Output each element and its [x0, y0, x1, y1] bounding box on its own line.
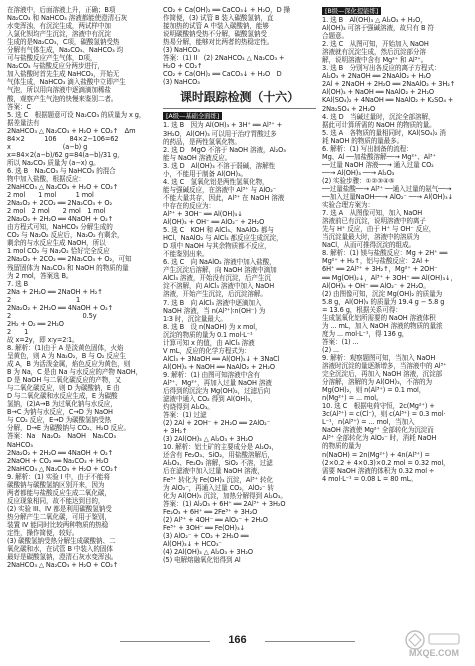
section-label-b: [B级—深化提能练]: [322, 7, 381, 15]
answer-line: (3) AlO₂⁻ + CO₂ + 2H₂O ══: [163, 531, 249, 540]
heading-divider: [163, 108, 316, 109]
answer-line: B→C 为钠与水反应，C→D 为 NaOH: [7, 408, 113, 417]
answer-line: Al₂O₃、Fe₂O₃ 溶解，SiO₂ 不溶，过滤: [163, 459, 273, 468]
answer-line: n(NaOH) = 2n(Mg²⁺) + 4n(Al³⁺) =: [322, 450, 430, 459]
answer-line: 的物质的量为: [322, 442, 361, 451]
answer-line: 2Na₂O₂ + 2CO₂ ══ 2Na₂CO₃ + O₂，可知: [7, 255, 132, 264]
answer-line: (3) 2Al(OH)₃ △ Al₂O₃ + 3H₂O: [163, 435, 253, 444]
answer-line: 与二氧化碳反应，则 D 为碳酸钠，E 由: [7, 384, 120, 393]
answer-line: (5) 电解熔融氧化铝得到 Al: [163, 556, 241, 564]
answer-line: Na₂CO₃ 与盐酸反应分两步进行，: [7, 62, 104, 71]
answer-line: 答案：(1) Al₂O₃ + 6H⁺ ══ 2Al³⁺ + 3H₂O: [163, 499, 286, 508]
answer-line: 呈黄色，则 A 为 Na₂O₂，B 与 O₂ 反应生: [7, 352, 126, 361]
answer-line: HCl、NaAlO₂ 与 AlCl₃ 都反应生成沉淀，: [163, 234, 283, 243]
answer-line: 氢钠，(2)A→B 为过氧化钠与水反应，: [7, 400, 117, 409]
answer-line: 加入盐酸时首先生成 NaHCO₃，开始无: [7, 70, 120, 79]
answer-line: 灼烧得到 Al₂O₃。: [163, 403, 214, 412]
answer-line: 10. 选 C 根据电荷守恒，2c(Mg²⁺) +: [322, 402, 435, 411]
answer-line: 不能鉴别出来。: [163, 250, 209, 259]
answer-line: (3) 碳酸氢钠受热分解生成碳酸钠、二: [7, 537, 116, 546]
answer-line: 气泡，所以用向溶液中逐滴滴加稀盐: [7, 86, 111, 95]
answer-line: 2. 选 D MgO 不溶于 NaOH 溶液，Al₂O₃: [163, 145, 286, 154]
answer-line: 1. 选 B 因为 Al(OH)₃ + 3H⁺ ══ Al³⁺ +: [163, 121, 283, 130]
answer-line: D 是 NaOH 与二氧化碳反应的产物，又: [7, 376, 122, 385]
column-left: [7, 6, 157, 632]
answer-line: 4 mol·L⁻¹ = 0.08 L = 80 mL。: [322, 474, 417, 483]
answer-line: 7. 选 A 从图像可知，加入 NaOH: [322, 209, 423, 218]
answer-line: 残留固体为 Na₂CO₃ 和 NaOH 的物质的量: [7, 263, 129, 272]
answer-line: 淀不溶解，向 AlCl₃ 溶液中加入 NaOH: [163, 282, 275, 291]
answer-line: 3. 选 B 分别写出各反应的离子方程式：: [322, 64, 441, 73]
answer-line: 溶液，开始产生沉淀，后沉淀溶解。: [163, 290, 267, 299]
answer-line: 10. 解析：铝土矿的主要成分是 Al₂O₃，: [163, 443, 278, 452]
answer-line: 答案：(1) II (2) 2NaHCO₃ △ Na₂CO₃ +: [163, 54, 285, 63]
answer-line: AlCl₃ + 3NaOH ══ Al(OH)₃↓ + 3NaCl: [163, 354, 280, 363]
answer-line: 与 CO₂ 反应，E→D 为碳酸氢钠受热: [7, 416, 112, 425]
answer-line: 剩余的与水反应生成 NaOH，所以: [7, 239, 106, 248]
answer-line: 中存在的反应为：: [163, 201, 215, 210]
answer-line: 1∶3 时，沉淀量最大。: [163, 314, 227, 323]
answer-line: 分解，D→E 为碳酸钠与 CO₂、H₂O 反应。: [7, 424, 131, 433]
answer-line: 4. 选 C 氢氧化铝是两性氢氧化物，: [163, 177, 269, 186]
answer-line: 产生沉淀后溶解，向 NaOH 溶液中滴加: [163, 266, 277, 275]
answer-line: Fe³⁺ + 3OH⁻ ══ Fe(OH)₃↓: [163, 523, 245, 532]
answer-line: 8. 解析：(1) 镁与盐酸反应：Mg + 2H⁺ ══: [322, 249, 448, 258]
answer-line: 沉淀的物质的量为 0.1 mol·L⁻¹: [163, 330, 253, 339]
answer-line: 定性，操作简便，较好。: [7, 529, 79, 538]
answer-line: 还含有 Fe₂O₃、SiO₂，用盐酸溶解后，: [163, 451, 274, 460]
answer-line: 为 ... mL，加入 NaOH 溶液的物质的量浓: [322, 321, 443, 330]
watermark-text: MXQE.COM: [409, 648, 460, 658]
answer-line: 9. 解析：(1) 由图可知溶液中含有: [163, 370, 261, 379]
answer-line: Al³⁺ 全部转化为 AlO₂⁻ 时，消耗 NaOH: [322, 434, 437, 443]
answer-line: Al(OH)₃↓ + HCO₃⁻: [163, 539, 222, 548]
answer-line: 2H₂ + O₂ ══ 2H₂O: [7, 319, 64, 328]
answer-line: 答案：Na Na₂O₂ NaOH Na₂CO₃: [7, 432, 116, 441]
answer-line: (2) 2Al + 2OH⁻ + 2H₂O ══ 2AlO₂⁻: [163, 419, 271, 428]
answer-line: 6H⁺ ══ 2Al³⁺ + 3H₂↑，Mg²⁺ + 2OH⁻: [322, 265, 438, 274]
answer-line: Al³⁺ + 3OH⁻ ══ Al(OH)₃↓: [163, 209, 243, 218]
answer-line: 84×2 106 84×2−106=62: [7, 134, 119, 143]
answer-line: (2) 由图像可知，沉淀 Mg(OH)₂ 的质量为: [322, 289, 443, 298]
answer-line: 为 2 mol，答案选 B。: [7, 271, 73, 280]
answer-line: 9. 解析：(1) 实验 I 中，由于不能将: [7, 472, 110, 481]
answer-line: 度为 ... mol·L⁻¹，得 136 g，: [322, 329, 409, 338]
column-right-answers: [322, 16, 470, 483]
answer-line: 9. 解析：观察题图可知，当加入 NaOH: [322, 353, 436, 362]
answer-line: 小，不能用于制备 Al(OH)₃。: [163, 169, 248, 178]
answer-line: Al(OH)₃ + OH⁻ ══ AlO₂⁻ + 2H₂O: [163, 218, 265, 227]
answer-line: 2Na₂O₂ + 2H₂O ══ 4NaOH + O₂↑: [7, 303, 114, 312]
answer-line: CO₂ + Ca(OH)₂ ══ CaCO₃↓ + H₂O，D 操: [163, 6, 291, 14]
answer-line: 说明碳酸钠受热不分解，碳酸氢钠受: [163, 30, 267, 39]
answer-line: 酸，观察产生气泡的快慢来鉴别二者。: [7, 94, 118, 103]
answer-line: 碳酸钠与碳酸氢钠区别开来，因为: [7, 480, 105, 489]
answer-line: 分解有气体生成，Na₂CO₃、NaHCO₃ 均: [7, 46, 124, 55]
answer-line: 2Na₂O₂ + 2H₂O ══ 4NaOH + O₂↑: [7, 215, 114, 224]
answer-line: 合题意。: [322, 32, 348, 41]
answer-line: (2) Al³⁺ + 4OH⁻ ══ AlO₂⁻ + 2H₂O: [163, 515, 268, 524]
answer-line: 可与盐酸反应产生气体，D项，: [7, 54, 97, 63]
watermark-logo: [395, 628, 469, 662]
answer-line: NaCl，从而可推得沉淀的组成。: [322, 241, 415, 250]
answer-line: 4. 选 D 当碱过量时，沉淀全部溶解，: [322, 112, 435, 121]
answer-line: 在溶液中，后面溶液上升，正确；B项: [7, 6, 116, 14]
answer-line: 氧化碳和水，在试管 B 中装入的固体: [7, 545, 113, 554]
page-number: 166: [228, 634, 247, 646]
answer-line: 入氯化钡均产生沉淀，溶液中有沉淀: [7, 30, 111, 39]
answer-line: + 3H₂↑: [163, 427, 188, 436]
answer-line: 化为 Al(OH)₃ 沉淀，加热分解得到 Al₂O₃。: [163, 491, 287, 500]
answer-line: 最好是碳酸氢钠，澄清石灰水变浑浊。: [7, 553, 118, 562]
answer-line: 所以 Na₂CO₃ 质量为 (a−x) g。: [7, 158, 100, 167]
answer-line: Al³⁺、Mg²⁺，再加入过量 NaOH 溶液: [163, 378, 272, 387]
answer-line: D 项中 NaOH 与其余物质都不反应，: [163, 242, 271, 251]
answer-line: 作简便，(3) 试管 B 装入碳酸氢钠，直: [163, 14, 274, 23]
answer-line: 2NaOH + CO₂ ══ Na₂CO₃ + H₂O: [7, 456, 109, 465]
answer-line: 接加热的试管 A 中装入碳酸钠，能够: [163, 22, 269, 31]
answer-line: 2Al + 2NaOH + 2H₂O ══ 2NaAlO₂ + 3H₂↑: [322, 80, 456, 89]
section-label-a: [A级—基础全面练]: [163, 112, 222, 120]
answer-line: 反应现象相同，故不能达到目的，: [7, 496, 105, 505]
answer-line: 热易分解，能够对比两者的热稳定性。: [163, 38, 274, 47]
answer-line: L⁻¹，n(Al³⁺) = ... mol，当加入: [322, 418, 415, 427]
answer-line: ──加入过量NaOH──→ AlO₂⁻ ──→ Al(OH)₃↓: [322, 193, 453, 202]
answer-line: 能与 NaOH 溶液反应。: [163, 153, 232, 162]
answer-line: NaOH 溶液，当 n(Al³⁺)∶n(OH⁻) 为: [163, 306, 266, 315]
answer-line: 1 mol CO₂ 与 Na₂O₂ 恰好完全反应: [7, 247, 110, 256]
answer-line: 成 A，B 为活泼金属，焰色反应为黄色，则: [7, 360, 131, 369]
answer-line: 答案：(1) 过滤: [163, 411, 207, 420]
answer-line: ──过量 NaOH 溶液──→ 通入过量 CO₂: [322, 160, 434, 169]
answer-line: (2×0.2 + 4×0.3)×0.2 mol = 0.32 mol，: [322, 458, 450, 467]
lesson-heading: 课时跟踪检测（十六）: [179, 90, 299, 105]
answer-line: 5.8 g，Al(OH)₃ 的质量为 19.4 g − 5.8 g: [322, 297, 445, 306]
answer-line: 需要 NaOH 溶液的体积为 0.32 mol ÷: [322, 466, 435, 475]
answer-line: Fe³⁺ 转化为 Fe(OH)₃ 沉淀，Al³⁺ 转化: [163, 475, 273, 484]
answer-line: 5. 选 A 各物质的量相同时，KAl(SO₄)₂ 消: [322, 128, 446, 137]
answer-line: 完全沉淀后，再加入 NaOH 溶液，沉淀部: [322, 370, 443, 379]
answer-line: 2Na + 2H₂O ══ 2NaOH + H₂↑: [7, 287, 103, 296]
answer-line: 水变浑浊，有沉淀生成，两试样中加: [7, 22, 111, 31]
answer-line: NaHCO₃: [7, 440, 33, 449]
answer-line: 1. 选 B Al(OH)₃ △ Al₂O₃ + H₂O，: [322, 16, 427, 24]
answer-line: 2NaHCO₃ △ Na₂CO₃ + H₂O + CO₂↑: [7, 561, 119, 570]
column-middle-continuation: [163, 6, 316, 86]
answer-line: CO₂ + Ca(OH)₂ ══ CaCO₃↓ + H₂O D: [163, 70, 282, 79]
answer-line: 解，说明溶液中含有 Mg²⁺ 和 Al³⁺。: [322, 56, 428, 65]
answer-line: 8. 解析：(1)由于 A 是淡黄色固体，火焰: [7, 343, 124, 352]
answer-line: ──→ Al(OH)₃ ──→ Al₂O₃: [322, 168, 395, 177]
answer-line: 2 1: [7, 295, 81, 304]
answer-line: 由方程式可知，NaHCO₃ 分解生成的: [7, 223, 113, 232]
answer-line: 热分解产生二氧化碳，可用于鉴别，: [7, 512, 111, 521]
answer-line: 3H₂O，Al(OH)₃ 可以用于治疗胃酸过多: [163, 129, 277, 138]
answer-line: 3c(Al³⁺) = c(Cl⁻)，则 c(Al³⁺) = 0.3 mol·: [322, 410, 446, 419]
answer-line: 的药品，是两性氢氧化物。: [163, 137, 241, 146]
answer-line: (2) ...: [322, 345, 340, 354]
answer-line: (3) NaHCO₃: [163, 78, 200, 87]
answer-line: 当沉淀量最大时，溶液中的溶质为: [322, 233, 420, 242]
answer-line: 2NaHCO₃ △ Na₂CO₃ + H₂O + CO₂↑: [7, 183, 119, 192]
answer-line: 2Na₂O₂ + 2H₂O ══ 4NaOH + O₂↑: [7, 448, 114, 457]
answer-line: 2 mol 2 mol 2 mol 1 mol: [7, 207, 106, 216]
column-middle: [163, 6, 316, 632]
answer-line: (3) NaHCO₃: [163, 46, 200, 55]
answer-line: ──过量盐酸──→ Al³⁺ ──通入过量的氨气──→: [322, 184, 452, 193]
answer-line: 溶液前已有沉淀，说明溶液中的离子: [322, 217, 426, 226]
answer-line: 2. 选 C 从图可知，开始加入 NaOH: [322, 40, 429, 49]
answer-line: 5. 选 C KOH 和 AlCl₃、NaAlO₂ 都与: [163, 226, 274, 235]
answer-line: 故 x=2y，即 x∶y=2∶1。: [7, 335, 79, 344]
answer-line: (2) 实验步骤：①②③④⑤: [322, 176, 395, 185]
answer-line: 据差量法有: [7, 118, 40, 127]
answer-line: 生成的是Na₂CO₃，C项，碳酸氢钠受热: [7, 38, 120, 47]
answer-line: 分溶解，溶解的为 Al(OH)₃，不溶的为: [322, 378, 432, 387]
answer-line: Al(OH)₃ + NaOH ══ NaAlO₂ + 2H₂O: [322, 88, 435, 97]
answer-line: Mg、Al ──加盐酸溶解──→ Mg²⁺、Al³⁺: [322, 152, 436, 161]
answer-line: n(Mg²⁺) = ... mol。: [322, 394, 383, 403]
answer-line: 2NaHCO₃ △ Na₂CO₃ + H₂O + CO₂↑: [7, 464, 119, 473]
answer-line: 答案：(1) ...: [322, 337, 359, 346]
answer-line: 后在滤液中加入过量 NaOH 溶液，: [163, 467, 264, 476]
answer-line: KAl(SO₄)₂ + 4NaOH ══ NaAlO₂ + K₂SO₄ +: [322, 96, 454, 105]
answer-line: AlCl₃ 溶液，开始没有沉淀，后产生沉: [163, 274, 271, 283]
answer-line: 2Na₂SO₄ + 2H₂O: [322, 104, 376, 113]
answer-line: 为 AlO₂⁻，再通入过量 CO₂，AlO₂⁻ 转: [163, 483, 274, 492]
answer-line: 2NaHCO₃ △ Na₂CO₃ + H₂O + CO₂↑ Δm: [7, 126, 136, 135]
answer-line: 后得到的沉淀为 Mg(OH)₂，过滤后向: [163, 387, 271, 396]
answer-line: 6. 选 C 向 NaAlO₂ 溶液中加入盐酸，: [163, 258, 276, 267]
answer-line: Al(OH)₃ + OH⁻ ══ AlO₂⁻ + 2H₂O。: [322, 281, 430, 290]
answer-line: = 13.6 g，根据关系可得：: [322, 305, 402, 314]
answer-line: 能与强碱反应，在溶液中 Al³⁺ 与 AlO₂⁻: [163, 185, 277, 194]
answer-line: Mg(OH)₂，则 n(Al³⁺) = 0.1 mol，: [322, 386, 426, 395]
answer-line: 不能大量共存，因此，Al³⁺ 在 NaOH 溶液: [163, 193, 285, 202]
answer-line: 溶液时沉淀的量逐渐增多，当溶液中的 Al³⁺: [322, 362, 447, 371]
answer-line: NaOH 溶液使 Mg²⁺ 全部转化为沉淀而: [322, 426, 434, 435]
answer-line: H₂O + CO₂↑: [163, 62, 203, 71]
answer-line: 答案：C: [7, 102, 31, 111]
answer-line: 生成氢氧化铝所需要的 NaOH 溶液体积: [322, 313, 436, 322]
answer-line: (4) 2Al(OH)₃ △ Al₂O₃ + 3H₂O: [163, 547, 253, 556]
answer-line: 先与 H⁺ 反应，由于 H⁺ 与 OH⁻ 反应，: [322, 225, 436, 234]
answer-line: 6. 选 B Na₂CO₃ 与 NaHCO₃ 的混合: [7, 166, 116, 175]
answer-line: 滤液中通入 CO₂ 得到 Al(OH)₃，: [163, 395, 257, 404]
answer-line: 5. 选 C 根据题意可设 Na₂CO₃ 的质量为 x g，: [7, 110, 146, 119]
answer-line: 7. 选 B 向 AlCl₃ 溶液中逐滴加入: [163, 298, 262, 307]
answer-line: 7. 选 B: [7, 279, 29, 288]
answer-line: 装置 IV 能同时比较两种物质的热稳: [7, 521, 109, 529]
answer-line: 溶液就有沉淀生成，然后沉淀部分溶: [322, 48, 426, 57]
answer-line: 气体生成，NaHCO₃ 滴入盐酸中立即产生: [7, 78, 126, 87]
answer-line: 2 1: [7, 327, 29, 336]
answer-line: Na₂CO₃ 和 NaHCO₃ 溶液都能使澄清石灰: [7, 14, 128, 23]
answer-line: 实验合理方案为：: [322, 201, 374, 210]
column-right: [322, 6, 470, 632]
answer-line: x=84×2(a−b)/62 g=84(a−b)/31 g，: [7, 150, 124, 159]
answer-line: (2) 实验 III、IV 都是利用碳酸氢钠受: [7, 504, 112, 513]
answer-line: 据此可计算所需的 NaOH 的物质的量。: [322, 120, 436, 129]
answer-line: 计算可知 x 的值，由 AlCl₃ 溶液: [163, 338, 255, 347]
answer-line: Mg²⁺ + H₂↑，铝与盐酸反应：2Al +: [322, 257, 430, 266]
answer-line: 2Na₂O₂ + 2CO₂ ══ 2Na₂CO₃ + O₂: [7, 199, 113, 208]
answer-line: 两者都能与盐酸反应生成二氧化碳，: [7, 488, 111, 497]
answer-line: ══ Mg(OH)₂↓，Al³⁺ + 3OH⁻ ══ Al(OH)₃↓，: [322, 273, 457, 282]
column-middle-answers: [163, 121, 316, 564]
answer-line: 6. 解析：(1) 写出制备的流程：: [322, 144, 413, 153]
answer-line: D 与二氧化碳和水反应生成，E 为碳酸: [7, 392, 118, 401]
answer-line: CO₂ 与 Na₂O₂ 反应后，Na₂O₂ 有剩余，: [7, 231, 124, 240]
answer-line: Fe₂O₃ + 6H⁺ ══ 2Fe³⁺ + 3H₂O: [163, 507, 258, 516]
answer-line: Al(OH)₃ + NaOH ══ NaAlO₂ + 2H₂O: [163, 362, 276, 371]
answer-line: Al₂O₃ + 2NaOH ══ 2NaAlO₂ + H₂O: [322, 72, 431, 81]
answer-line: 3. 选 D Al(OH)₃ 不溶于弱碱，溶解性: [163, 161, 276, 170]
answer-line: 2 mol 1 mol 1 mol: [7, 191, 94, 200]
answer-line: B 为 Na，C 是由 Na 与水反应的产物 NaOH，: [7, 368, 143, 377]
answer-line: 8. 选 B 设 n(NaOH) 为 x mol，: [163, 322, 262, 331]
answer-line: Al(OH)₃ 可溶于强碱溶液，故只有 B 符: [322, 24, 434, 33]
answer-line: V mL，反应的化学方程式为：: [163, 346, 251, 355]
answer-line: x (a−b) g: [7, 142, 88, 151]
answer-line: 物中加入盐酸，根据反应：: [7, 174, 85, 183]
answer-line: 耗 NaOH 的物质的量最多。: [322, 136, 404, 145]
answer-line: 2 0.5y: [7, 311, 97, 320]
